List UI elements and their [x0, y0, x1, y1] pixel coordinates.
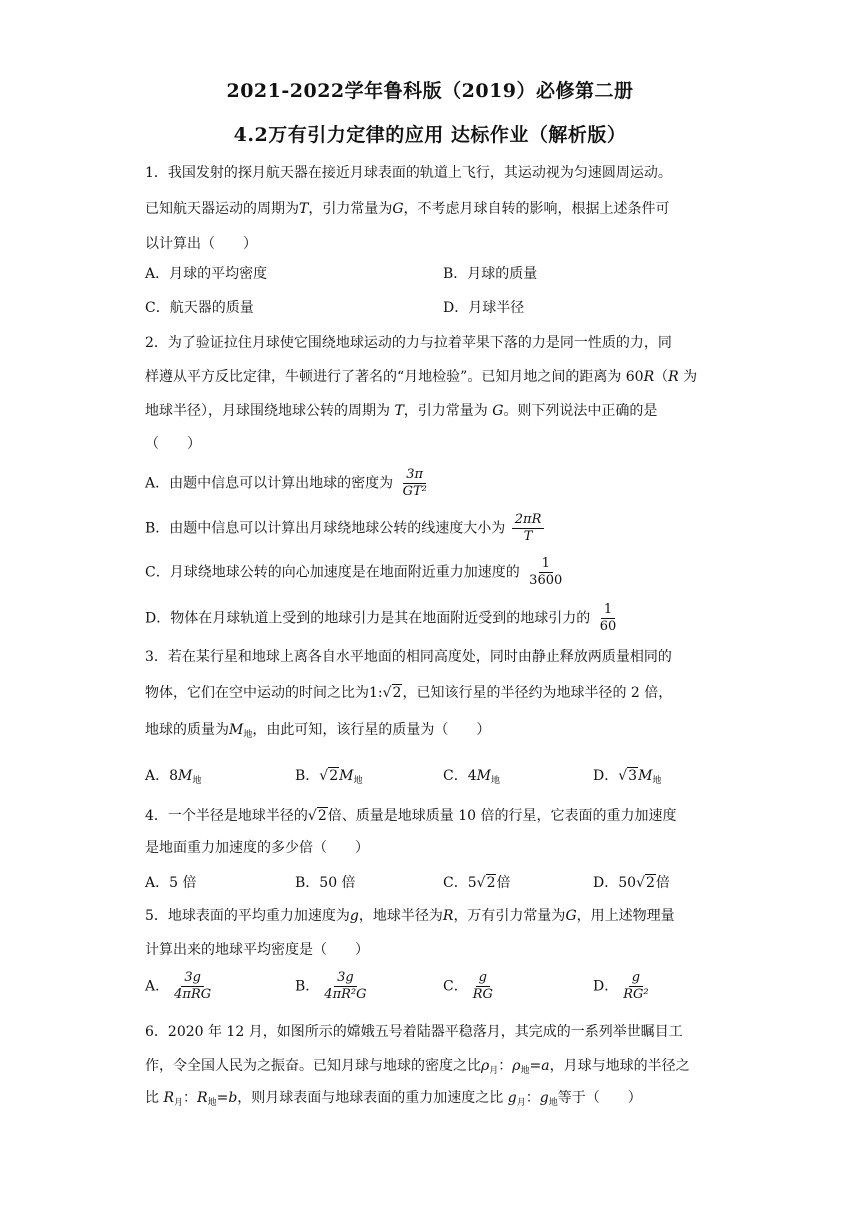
title-line-1: 2021-2022学年鲁科版（2019）必修第二册 — [226, 80, 634, 102]
q3-option-c[interactable]: C．$4M_地$ — [443, 768, 500, 786]
q6-stem-line-2: 作，令全国人民为之振奋。已知月球与地球的密度之比$\rho_月$：$\rho_地=a$，月球与地球的半径之 — [145, 1058, 690, 1076]
q6-stem-line-1: 6．2020 年 12 月，如图所示的嫦娥五号着陆器平稳落月，其完成的一系列举世瞩目工 — [145, 1024, 683, 1040]
fraction: $\frac{1}{3600}$ — [529, 556, 563, 588]
q2-option-a[interactable]: A．由题中信息可以计算出地球的密度为 $\frac{3\pi}{\text{GT²}}$ — [145, 467, 432, 500]
q1-stem-line-3: 以计算出（ ） — [145, 236, 257, 252]
fraction: $\frac{3g}{\text{4πRG}}$ — [174, 970, 212, 1002]
q1-option-d[interactable]: D．月球半径 — [443, 300, 525, 316]
q3-stem-line-1: 3．若在某行星和地球上离各自水平地面的相同高度处，同时由静止释放两质量相同的 — [145, 649, 672, 665]
fraction: $\frac{1}{60}$ — [599, 602, 617, 634]
q2-stem-line-2: 样遵从平方反比定律，牛顿进行了著名的“月地检验”。已知月地之间的距离为 60R（R 为 — [145, 369, 698, 385]
title-line-2: 4.2万有引力定律的应用 达标作业（解析版） — [233, 124, 627, 146]
q3-option-a[interactable]: A．$8M_地$ — [145, 768, 202, 786]
fraction: $\frac{g}{\text{RG²}}$ — [623, 970, 649, 1002]
q4-option-c[interactable]: C．5√2倍 — [443, 875, 511, 891]
q1-option-c[interactable]: C．航天器的质量 — [145, 300, 254, 316]
q1-stem-line-2: 已知航天器运动的周期为T，引力常量为G，不考虑月球自转的影响，根据上述条件可 — [145, 201, 670, 217]
q1-option-a[interactable]: A．月球的平均密度 — [145, 266, 268, 282]
q5-stem-line-1: 5．地球表面的平均重力加速度为g，地球半径为R，万有引力常量为G，用上述物理量 — [145, 908, 675, 924]
q4-option-a[interactable]: A．5 倍 — [145, 875, 197, 891]
q5-option-b[interactable]: B． $\frac{3g}{\text{4πR²G}}$ — [295, 970, 372, 1003]
q3-stem-line-2: 物体，它们在空中运动的时间之比为1:√2，已知该行星的半径约为地球半径的 2 倍， — [145, 685, 673, 701]
q1-stem-line-1: 1．我国发射的探月航天器在接近月球表面的轨道上飞行，其运动视为匀速圆周运动。 — [145, 165, 672, 181]
fraction: $\frac{g}{RG}$ — [472, 970, 493, 1002]
q5-option-a[interactable]: A． $\frac{3g}{\text{4πRG}}$ — [145, 970, 216, 1003]
q1-option-b[interactable]: B．月球的质量 — [443, 266, 538, 282]
q2-option-b[interactable]: B．由题中信息可以计算出月球绕地球公转的线速度大小为 $\frac{2\pi R}{T}$ — [145, 512, 546, 545]
fraction: $\frac{3\pi}{\text{GT²}}$ — [402, 467, 427, 499]
q6-stem-line-3: 比 $R_月$：$R_地=b$，则月球表面与地球表面的重力加速度之比 $g_月$：$g_地$等于（ ） — [145, 1090, 642, 1108]
q2-stem-line-1: 2．为了验证拉住月球使它围绕地球运动的力与拉着苹果下落的力是同一性质的力，同 — [145, 335, 672, 351]
q4-stem-line-2: 是地面重力加速度的多少倍（ ） — [145, 840, 369, 856]
q4-stem-line-1: 4．一个半径是地球半径的√2倍、质量是地球质量 10 倍的行星，它表面的重力加速度 — [145, 808, 677, 824]
q2-option-c[interactable]: C．月球绕地球公转的向心加速度是在地面附近重力加速度的 $\frac{1}{3600}$ — [145, 556, 567, 589]
q2-option-d[interactable]: D．物体在月球轨道上受到的地球引力是其在地面附近受到的地球引力的 $\frac{1}{60}$ — [145, 602, 621, 635]
q3-option-b[interactable]: B．$√2M_地$ — [295, 768, 363, 786]
q5-stem-line-2: 计算出来的地球平均密度是（ ） — [145, 942, 369, 958]
q2-stem-line-4: （ ） — [145, 436, 201, 452]
q3-stem-line-3: 地球的质量为$M_地$，由此可知，该行星的质量为（ ） — [145, 722, 491, 740]
q4-option-d[interactable]: D．50√2倍 — [593, 875, 670, 891]
q2-stem-line-3: 地球半径），月球围绕地球公转的周期为 T，引力常量为 G。则下列说法中正确的是 — [145, 403, 658, 419]
fraction: $\frac{3g}{\text{4πR²G}}$ — [324, 970, 367, 1002]
fraction: $\frac{2\pi R}{T}$ — [512, 512, 545, 545]
q4-option-b[interactable]: B．50 倍 — [295, 875, 356, 891]
q3-option-d[interactable]: D．$√3M_地$ — [593, 768, 662, 786]
q5-option-d[interactable]: D． $\frac{g}{\text{RG²}}$ — [593, 970, 654, 1003]
q5-option-c[interactable]: C． $\frac{g}{RG}$ — [443, 970, 498, 1003]
